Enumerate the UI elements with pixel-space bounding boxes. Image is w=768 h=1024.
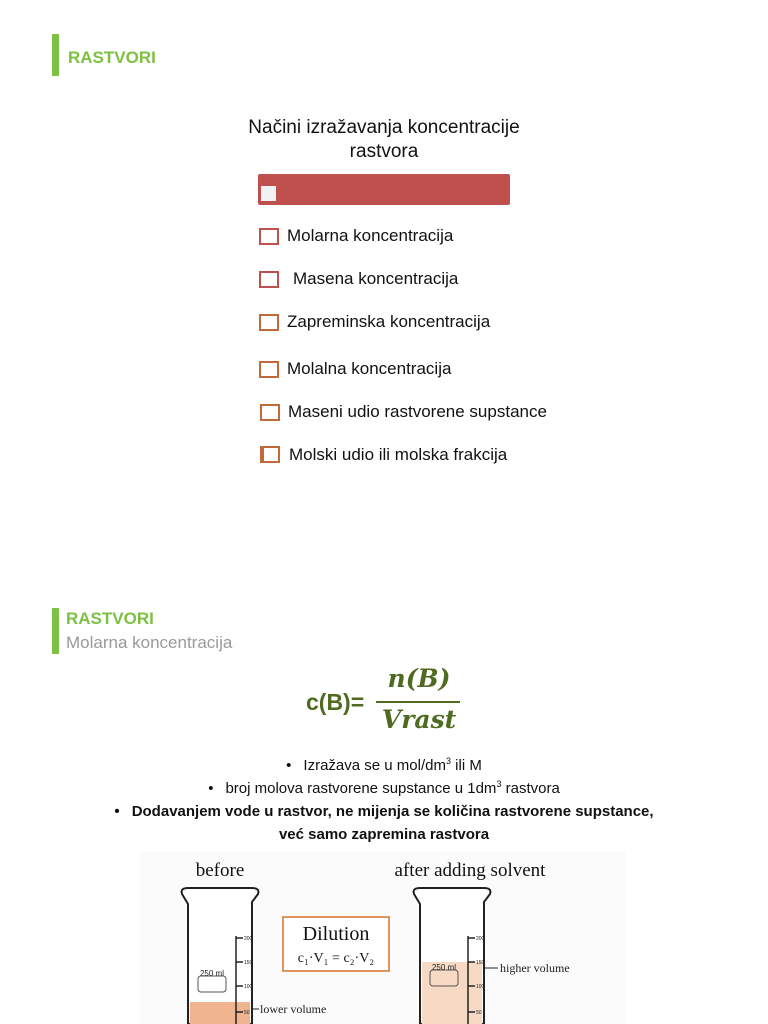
- tick-label: 150: [476, 960, 485, 966]
- lower-volume-label: lower volume: [260, 1002, 327, 1016]
- accent-bar-2: [52, 608, 59, 654]
- beaker-before: [182, 888, 259, 1024]
- checkbox-zapreminska[interactable]: [259, 314, 279, 331]
- item-label-molski-udio: Molski udio ili molska frakcija: [289, 445, 508, 464]
- beaker-before-solution: [190, 1002, 250, 1024]
- tick-label: 150: [244, 960, 253, 966]
- title-line-2: rastvora: [349, 141, 419, 162]
- bullet-unit-text: Izražava se u mol/dm: [303, 757, 446, 774]
- checkbox-maseni-udio[interactable]: [260, 404, 280, 421]
- higher-volume-label: higher volume: [500, 961, 570, 975]
- molar-formula: [306, 664, 476, 740]
- item-label-masena: Masena koncentracija: [293, 269, 459, 288]
- header-band: [258, 174, 510, 205]
- checkbox-masena[interactable]: [259, 271, 279, 288]
- bullet-definition-text: broj molova rastvorene supstance u 1dm: [225, 780, 497, 797]
- tick-label: 100: [244, 984, 253, 990]
- dilution-title: Dilution: [302, 923, 370, 945]
- tick-label: 50: [476, 1010, 482, 1016]
- tick-label: 100: [476, 984, 485, 990]
- bullet-dilution: • Dodavanjem vode u rastvor, ne mijenja se količina rastvorene supstance,: [114, 803, 654, 820]
- bullet-dilution-line1: Dodavanjem vode u rastvor, ne mijenja se količina rastvorene supstance,: [131, 803, 654, 820]
- bullet-definition-sup: 3: [496, 779, 502, 789]
- beaker-after: [414, 888, 491, 1024]
- checkbox-molalna[interactable]: [259, 361, 279, 378]
- bullet-unit-post: ili M: [451, 757, 482, 774]
- section-title-2: RASTVORI: [66, 609, 154, 628]
- bullet-definition-post: rastvora: [501, 780, 560, 797]
- bullet-definition: • broj molova rastvorene supstance u $1dm^3$ rastvora: [208, 779, 560, 797]
- bullet-unit: • Izražava se u mol/$dm^3$ ili M: [286, 756, 482, 774]
- item-label-zapreminska: Zapreminska koncentracija: [287, 312, 491, 331]
- title-line-1: Načini izražavanja koncentracije: [248, 117, 520, 138]
- band-checkbox: [261, 186, 276, 201]
- fraction-bar: [376, 701, 460, 703]
- page-title: [200, 116, 568, 164]
- formula-numerator: n(B): [387, 664, 451, 693]
- tick-label: 200: [244, 936, 253, 942]
- formula-lhs: c(B)=: [306, 689, 365, 715]
- after-label: after adding solvent: [394, 860, 546, 881]
- dilution-svg: [140, 852, 626, 1024]
- section-title-1: RASTVORI: [68, 48, 156, 67]
- section-subtitle: Molarna koncentracija: [66, 633, 233, 652]
- item-label-maseni-udio: Maseni udio rastvorene supstance: [288, 402, 547, 421]
- beaker-before-label: 250 ml: [199, 969, 225, 978]
- dilution-diagram: [140, 852, 626, 1024]
- beaker-after-label: 250 ml: [431, 963, 457, 972]
- checkbox-molski-udio[interactable]: [260, 446, 280, 463]
- accent-bar-1: [52, 34, 59, 76]
- bullet-dilution-cont: [0, 826, 768, 843]
- dilution-equation: c₁·V₁ = c₂·V₂: [297, 951, 375, 966]
- item-label-molalna: Molalna koncentracija: [287, 359, 452, 378]
- tick-label: 50: [244, 1010, 250, 1016]
- tick-label: 200: [476, 936, 485, 942]
- item-label-molarna: Molarna koncentracija: [287, 226, 454, 245]
- checkbox-molarna[interactable]: [259, 228, 279, 245]
- before-label: before: [195, 860, 245, 881]
- bullet-unit-sup: 3: [445, 756, 451, 766]
- bullet-dilution-line2: već samo zapremina rastvora: [278, 826, 490, 843]
- formula-denominator: Vrast: [381, 705, 457, 734]
